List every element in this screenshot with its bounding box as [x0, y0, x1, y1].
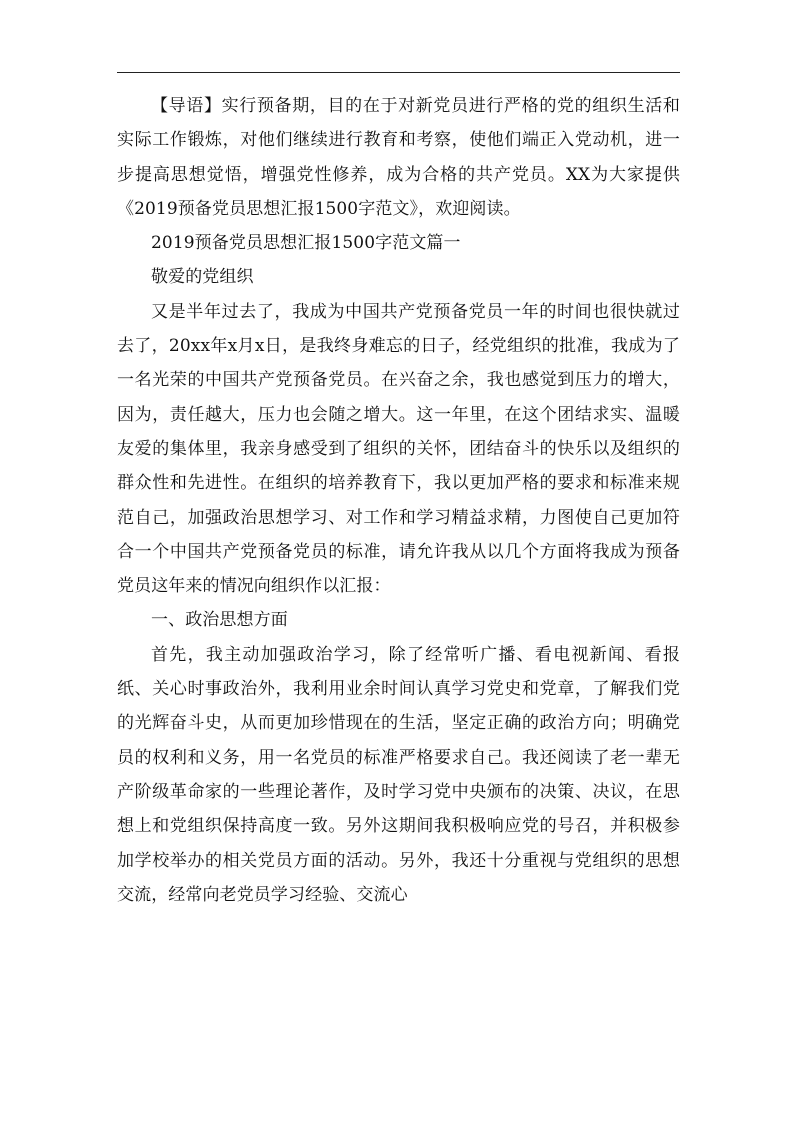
section-heading: 一、政治思想方面	[151, 610, 288, 631]
document-body	[117, 89, 680, 912]
intro-paragraph: 【导语】实行预备期，目的在于对新党员进行严格的党的组织生活和实际工作锻炼，对他们继续进行教育和考察，使他们端正入党动机，进一步提高思想觉悟，增强党性修养，成为合格的共产党员。XX为大家提供《2019预备党员思想汇报1500字范文》，欢迎阅读。	[117, 96, 680, 219]
article-title: 2019预备党员思想汇报1500字范文篇一	[151, 233, 461, 254]
salutation: 敬爱的党组织	[151, 267, 254, 288]
body-paragraph: 又是半年过去了，我成为中国共产党预备党员一年的时间也很快就过去了，20xx年x月x日，是我终身难忘的日子，经党组织的批准，我成为了一名光荣的中国共产党预备党员。在兴奋之余，我也感觉到压力的增大，因为，责任越大，压力也会随之增大。这一年里，在这个团结求实、温暖友爱的集体里，我亲身感受到了组织的关怀，团结奋斗的快乐以及组织的群众性和先进性。在组织的培养教育下，我以更加严格的要求和标准来规范自己，加强政治思想学习、对工作和学习精益求精，力图使自己更加符合一个中国共产党预备党员的标准，请允许我从以几个方面将我成为预备党员这年来的情况向组织作以汇报：	[117, 301, 680, 597]
header-divider	[117, 72, 680, 73]
body-paragraph: 首先，我主动加强政治学习，除了经常听广播、看电视新闻、看报纸、关心时事政治外，我利用业余时间认真学习党史和党章，了解我们党的光辉奋斗史，从而更加珍惜现在的生活，坚定正确的政治方向；明确党员的权利和义务，用一名党员的标准严格要求自己。我还阅读了老一辈无产阶级革命家的一些理论著作，及时学习党中央颁布的决策、决议，在思想上和党组织保持高度一致。另外这期间我积极响应党的号召，并积极参加学校举办的相关党员方面的活动。另外，我还十分重视与党组织的思想交流，经常向老党员学习经验、交流心	[117, 644, 680, 905]
